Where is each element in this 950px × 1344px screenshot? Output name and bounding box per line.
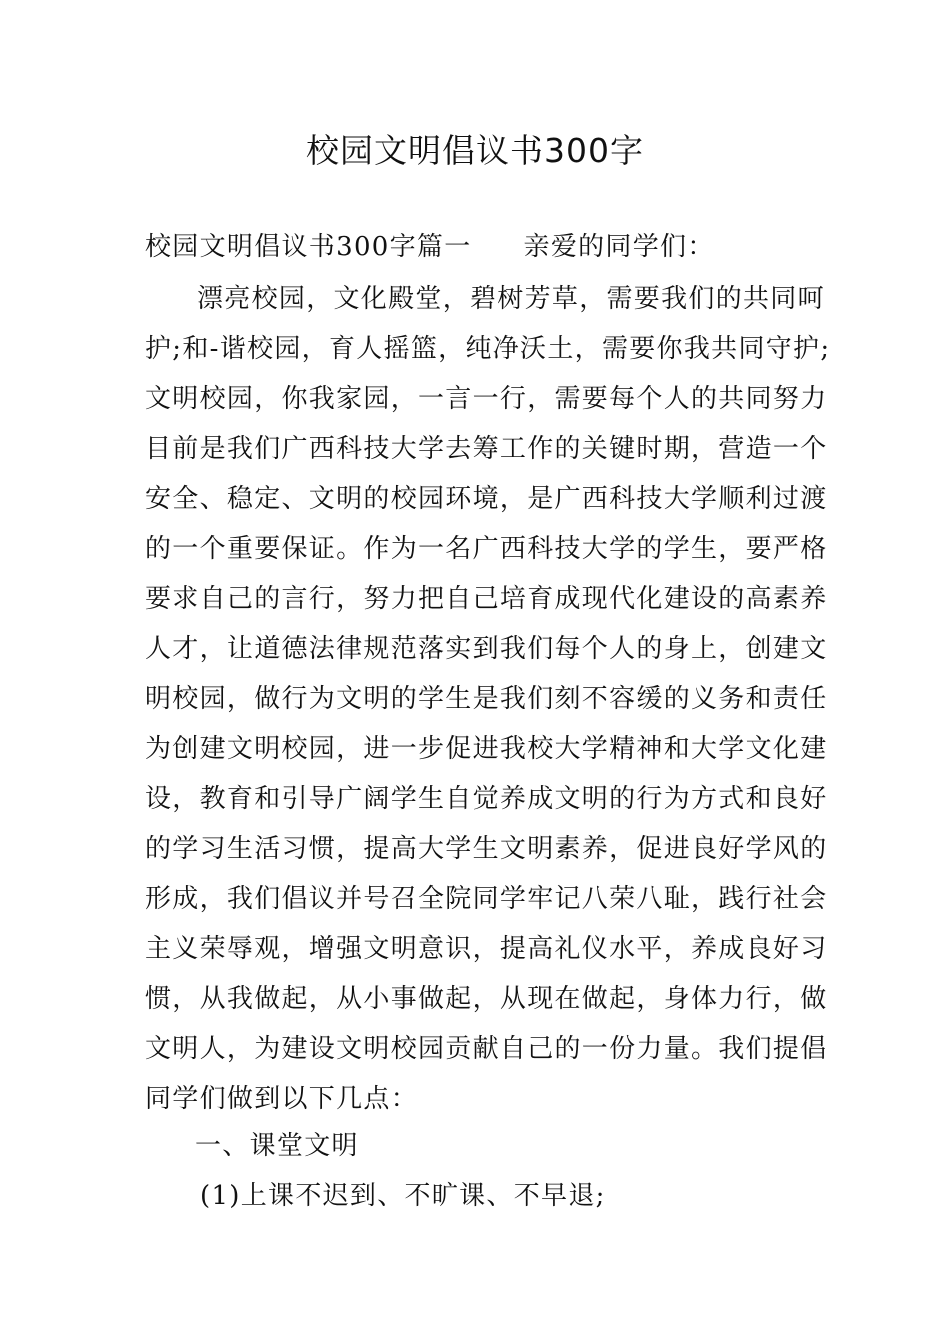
paragraph-line: 同学们做到以下几点：	[145, 1084, 419, 1114]
document-title: 校园文明倡议书300字	[306, 131, 644, 170]
paragraph-line: 惯，从我做起，从小事做起，从现在做起，身体力行，做	[145, 984, 828, 1014]
paragraph-line: 形成，我们倡议并号召全院同学牢记八荣八耻，践行社会	[145, 884, 828, 914]
paragraph-line: 漂亮校园，文化殿堂，碧树芳草，需要我们的共同呵	[197, 284, 825, 314]
paragraph-line: 安全、稳定、文明的校园环境，是广西科技大学顺利过渡	[145, 484, 828, 514]
paragraph-line: 的一个重要保证。作为一名广西科技大学的学生，要严格	[145, 534, 828, 564]
paragraph-line: 人才，让道德法律规范落实到我们每个人的身上，创建文	[145, 634, 828, 664]
body-paragraph	[145, 274, 831, 1124]
paragraph-line: 护;和-谐校园，育人摇篮，纯净沃土，需要你我共同守护;	[145, 334, 831, 364]
section-item: (1)上课不迟到、不旷课、不早退;	[200, 1181, 606, 1211]
paragraph-line: 文明校园，你我家园，一言一行，需要每个人的共同努力	[145, 384, 828, 414]
paragraph-line: 主义荣辱观，增强文明意识，提高礼仪水平，养成良好习	[145, 934, 828, 964]
paragraph-line: 要求自己的言行，努力把自己培育成现代化建设的高素养	[145, 584, 828, 614]
section-heading: 一、课堂文明	[195, 1131, 359, 1161]
paragraph-line: 文明人，为建设文明校园贡献自己的一份力量。我们提倡	[145, 1034, 828, 1064]
paragraph-line: 设，教育和引导广阔学生自觉养成文明的行为方式和良好	[145, 784, 828, 814]
paragraph-line: 明校园，做行为文明的学生是我们刻不容缓的义务和责任	[145, 684, 828, 714]
paragraph-line: 的学习生活习惯，提高大学生文明素养，促进良好学风的	[145, 834, 828, 864]
paragraph-line: 为创建文明校园，进一步促进我校大学精神和大学文化建	[145, 734, 828, 764]
greeting: 亲爱的同学们：	[523, 232, 715, 262]
subheading: 校园文明倡议书300字篇一	[145, 232, 472, 262]
paragraph-line: 目前是我们广西科技大学去筹工作的关键时期，营造一个	[145, 434, 828, 464]
heading-line	[145, 222, 810, 272]
